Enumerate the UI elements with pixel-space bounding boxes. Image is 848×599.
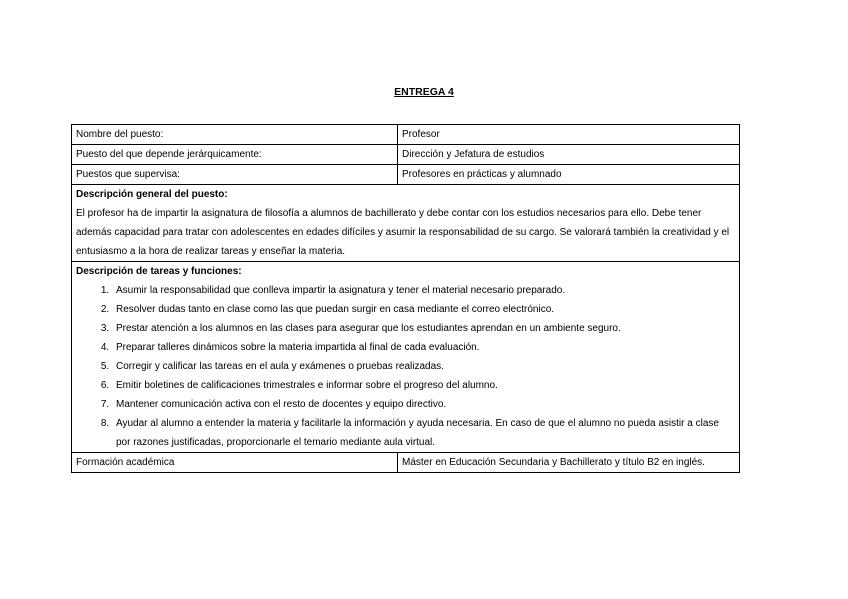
list-item: 3. Prestar atención a los alumnos en las clases para asegurar que los estudiantes aprendan en un ambiente seguro.	[112, 319, 735, 338]
table-row	[72, 125, 740, 145]
tasks-row	[72, 262, 740, 453]
document-title: ENTREGA 4	[394, 86, 454, 98]
row-value: Dirección y Jefatura de estudios	[398, 145, 740, 165]
job-description-table	[71, 124, 740, 473]
tasks-list	[76, 281, 735, 452]
general-description-row	[72, 185, 740, 262]
formation-row	[72, 453, 740, 473]
formation-label: Formación académica	[72, 453, 398, 473]
general-description-text: El profesor ha de impartir la asignatura de filosofía a alumnos de bachillerato y debe contar con los estudios necesarios para ello. Debe tener además capacidad para tratar con adolescentes en edades difíciles y asumir la responsabilidad de su cargo. Se valorará también la creatividad y el entusiasmo a la hora de realizar tareas y enseñar la materia.	[76, 208, 730, 257]
row-label: Nombre del puesto:	[72, 125, 398, 145]
table-row	[72, 165, 740, 185]
list-item: 4. Preparar talleres dinámicos sobre la materia impartida al final de cada evaluación.	[112, 338, 735, 357]
row-value: Profesor	[398, 125, 740, 145]
general-description-heading: Descripción general del puesto:	[76, 189, 228, 200]
row-label: Puestos que supervisa:	[72, 165, 398, 185]
list-item: 6. Emitir boletines de calificaciones trimestrales e informar sobre el progreso del alumno.	[112, 376, 735, 395]
formation-value: Máster en Educación Secundaria y Bachillerato y título B2 en inglés.	[398, 453, 740, 473]
row-value: Profesores en prácticas y alumnado	[398, 165, 740, 185]
tasks-heading: Descripción de tareas y funciones:	[76, 266, 242, 277]
list-item: 5. Corregir y calificar las tareas en el aula y exámenes o pruebas realizadas.	[112, 357, 735, 376]
general-description-cell	[72, 185, 740, 262]
table-row	[72, 145, 740, 165]
tasks-cell	[72, 262, 740, 453]
row-label: Puesto del que depende jerárquicamente:	[72, 145, 398, 165]
list-item: 7. Mantener comunicación activa con el resto de docentes y equipo directivo.	[112, 395, 735, 414]
list-item: 2. Resolver dudas tanto en clase como las que puedan surgir en casa mediante el correo electrónico.	[112, 300, 735, 319]
list-item: 1. Asumir la responsabilidad que conlleva impartir la asignatura y tener el material necesario preparado.	[112, 281, 735, 300]
list-item: 8. Ayudar al alumno a entender la materia y facilitarle la información y ayuda necesaria. En caso de que el alumno no pueda asistir a clase por razones justificadas, proporcionarle el temario mediante aula virtual.	[112, 414, 735, 452]
